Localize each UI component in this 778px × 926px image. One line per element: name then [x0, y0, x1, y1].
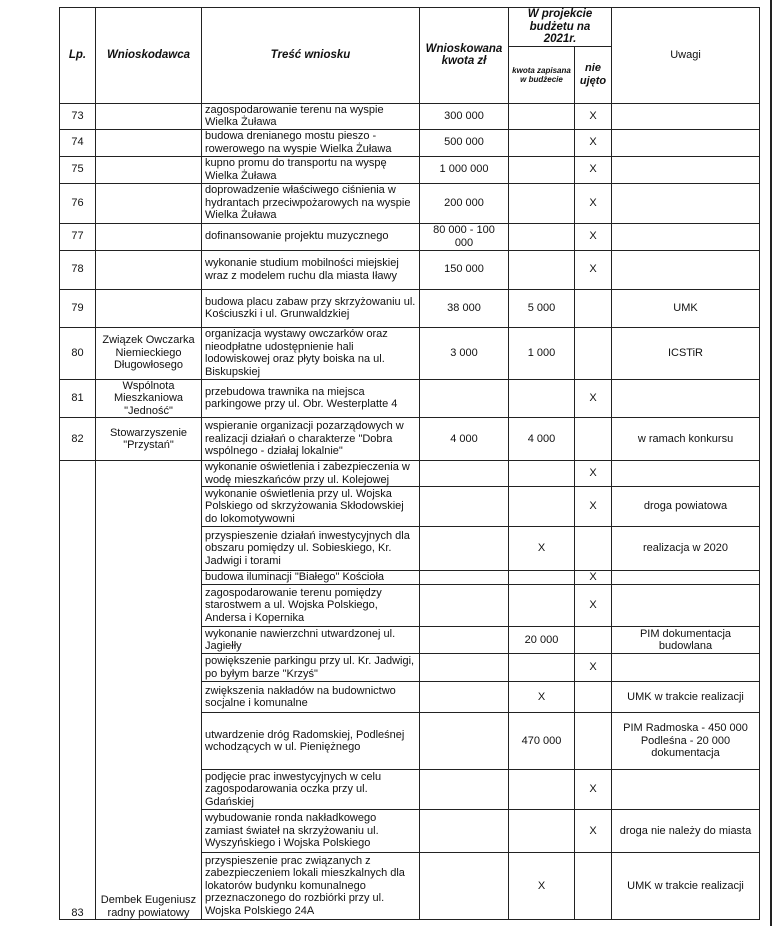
row-notes: [612, 103, 760, 129]
row-content: kupno promu do transportu na wyspę Wielka Żuława: [202, 156, 420, 183]
row-applicant: [96, 156, 202, 183]
row-not-included: X: [575, 585, 612, 627]
row-amount: 150 000: [420, 250, 509, 289]
row-in-budget: [509, 183, 575, 223]
row-content: zagospodarowanie terenu pomiędzy starostwem a ul. Wojska Polskiego, Andersa i Kopernika: [202, 585, 420, 627]
row-in-budget: 470 000: [509, 713, 575, 770]
row-applicant: [96, 103, 202, 129]
row-amount: 1 000 000: [420, 156, 509, 183]
row-lp: 80: [60, 327, 96, 379]
row-not-included: X: [575, 487, 612, 527]
row-notes: droga nie należy do miasta: [612, 810, 760, 853]
row-lp: 74: [60, 129, 96, 156]
row-lp: 77: [60, 223, 96, 250]
row-notes: w ramach konkursu: [612, 418, 760, 461]
row-notes: [612, 223, 760, 250]
row-not-included: X: [575, 183, 612, 223]
row-in-budget: X: [509, 682, 575, 713]
row-content: utwardzenie dróg Radomskiej, Podleśnej wchodzących w ul. Pieniężnego: [202, 713, 420, 770]
row-notes: UMK w trakcie realizacji: [612, 853, 760, 920]
row-applicant: [96, 223, 202, 250]
row-in-budget: [509, 103, 575, 129]
row-amount: [420, 654, 509, 682]
header-amount-included: kwota zapisana w budżecie: [509, 46, 575, 103]
table-row: [60, 223, 760, 250]
row-amount: 300 000: [420, 103, 509, 129]
row-notes: [612, 770, 760, 810]
row-notes: [612, 250, 760, 289]
row-notes: UMK: [612, 289, 760, 327]
row-applicant: Wspólnota Mieszkaniowa "Jedność": [96, 379, 202, 418]
row-content: wykonanie oświetlenia przy ul. Wojska Polskiego od skrzyżowania Skłodowskiej do lokomotywowni: [202, 487, 420, 527]
row-not-included: [575, 418, 612, 461]
row-content: zagospodarowanie terenu na wyspie Wielka Żuława: [202, 103, 420, 129]
table-row: [60, 289, 760, 327]
row-amount: [420, 379, 509, 418]
row-notes: droga powiatowa: [612, 487, 760, 527]
row-notes: realizacja w 2020: [612, 527, 760, 571]
row-notes: ICSTiR: [612, 327, 760, 379]
row-in-budget: X: [509, 527, 575, 571]
row-not-included: [575, 327, 612, 379]
row-amount: 80 000 - 100 000: [420, 223, 509, 250]
table-row: [60, 103, 760, 129]
row-applicant: [96, 129, 202, 156]
row-not-included: [575, 627, 612, 654]
row-notes: [612, 585, 760, 627]
row-amount: [420, 571, 509, 585]
row-amount: 500 000: [420, 129, 509, 156]
requests-table: [59, 7, 760, 920]
row-notes: [612, 461, 760, 487]
row-lp: 73: [60, 103, 96, 129]
row-amount: [420, 770, 509, 810]
row-not-included: X: [575, 770, 612, 810]
row-in-budget: [509, 571, 575, 585]
row-not-included: X: [575, 654, 612, 682]
row-content: doprowadzenie właściwego ciśnienia w hydrantach przeciwpożarowych na wyspie Wielka Żuława: [202, 183, 420, 223]
row-in-budget: [509, 461, 575, 487]
row-content: budowa placu zabaw przy skrzyżowaniu ul. Kościuszki i ul. Grunwaldzkiej: [202, 289, 420, 327]
header-lp: Lp.: [60, 8, 96, 104]
row-content: podjęcie prac inwestycyjnych w celu zagospodarowania oczka przy ul. Gdańskiej: [202, 770, 420, 810]
page-edge-line: [770, 0, 772, 926]
row-lp: 78: [60, 250, 96, 289]
table-row: [60, 461, 760, 487]
row-not-included: X: [575, 379, 612, 418]
row-not-included: X: [575, 129, 612, 156]
row-not-included: X: [575, 571, 612, 585]
row-notes: PIM Radmoska - 450 000 Podleśna - 20 000 dokumentacja: [612, 713, 760, 770]
row-content: budowa drenianego mostu pieszo - rowerowego na wyspie Wielka Żuława: [202, 129, 420, 156]
row-amount: 38 000: [420, 289, 509, 327]
table-row: [60, 379, 760, 418]
table-row: [60, 156, 760, 183]
row-not-included: X: [575, 223, 612, 250]
row-content: wykonanie oświetlenia i zabezpieczenia w wodę mieszkańców przy ul. Kolejowej: [202, 461, 420, 487]
row-in-budget: [509, 250, 575, 289]
row-content: zwiększenia nakładów na budownictwo socjalne i komunalne: [202, 682, 420, 713]
header-amount: Wnioskowana kwota zł: [420, 8, 509, 104]
row-applicant: [96, 250, 202, 289]
row-notes: [612, 654, 760, 682]
row-content: przyspieszenie prac związanych z zabezpieczeniem lokali mieszkalnych dla lokatorów budynku komunalnego przeznaczonego do rozbiórki przy ul. Wojska Polskiego 24A: [202, 853, 420, 920]
row-in-budget: [509, 156, 575, 183]
row-in-budget: [509, 770, 575, 810]
row-applicant: Stowarzyszenie "Przystań": [96, 418, 202, 461]
row-not-included: [575, 853, 612, 920]
row-not-included: [575, 289, 612, 327]
row-content: dofinansowanie projektu muzycznego: [202, 223, 420, 250]
row-lp: 83: [60, 461, 96, 920]
row-in-budget: [509, 379, 575, 418]
table-row: [60, 418, 760, 461]
row-content: przyspieszenie działań inwestycyjnych dla obszaru pomiędzy ul. Sobieskiego, Kr. Jadwigi i torami: [202, 527, 420, 571]
header-applicant: Wnioskodawca: [96, 8, 202, 104]
row-in-budget: 20 000: [509, 627, 575, 654]
row-in-budget: 4 000: [509, 418, 575, 461]
row-in-budget: [509, 129, 575, 156]
row-notes: [612, 183, 760, 223]
row-notes: UMK w trakcie realizacji: [612, 682, 760, 713]
header-notes: Uwagi: [612, 8, 760, 104]
row-amount: [420, 487, 509, 527]
table-row: [60, 250, 760, 289]
row-in-budget: [509, 810, 575, 853]
row-applicant: Związek Owczarka Niemieckiego Długowłosego: [96, 327, 202, 379]
row-not-included: X: [575, 250, 612, 289]
row-amount: [420, 682, 509, 713]
row-content: budowa iluminacji "Białego" Kościoła: [202, 571, 420, 585]
row-in-budget: [509, 487, 575, 527]
row-content: przebudowa trawnika na miejsca parkingowe przy ul. Obr. Westerplatte 4: [202, 379, 420, 418]
row-amount: 3 000: [420, 327, 509, 379]
row-notes: [612, 571, 760, 585]
row-not-included: X: [575, 156, 612, 183]
row-amount: [420, 713, 509, 770]
table-row: [60, 183, 760, 223]
row-lp: 82: [60, 418, 96, 461]
row-notes: [612, 379, 760, 418]
row-content: wykonanie nawierzchni utwardzonej ul. Jagiełły: [202, 627, 420, 654]
row-amount: 4 000: [420, 418, 509, 461]
header-content: Treść wniosku: [202, 8, 420, 104]
row-amount: [420, 810, 509, 853]
row-in-budget: [509, 654, 575, 682]
row-applicant: Dembek Eugeniusz radny powiatowy: [96, 461, 202, 920]
row-lp: 75: [60, 156, 96, 183]
row-amount: [420, 585, 509, 627]
row-not-included: X: [575, 103, 612, 129]
row-not-included: [575, 682, 612, 713]
row-applicant: [96, 183, 202, 223]
row-notes: [612, 129, 760, 156]
row-applicant: [96, 289, 202, 327]
row-in-budget: [509, 585, 575, 627]
row-in-budget: 1 000: [509, 327, 575, 379]
row-not-included: X: [575, 810, 612, 853]
row-not-included: X: [575, 461, 612, 487]
row-amount: [420, 461, 509, 487]
row-content: organizacja wystawy owczarków oraz nieodpłatne udostępnienie hali lodowiskowej oraz płyty boiska na ul. Biskupskiej: [202, 327, 420, 379]
table-row: [60, 327, 760, 379]
row-amount: 200 000: [420, 183, 509, 223]
header-not-included: nie ujęto: [575, 46, 612, 103]
row-content: wspieranie organizacji pozarządowych w realizacji działań o charakterze "Dobra wspólnego - działaj lokalnie": [202, 418, 420, 461]
row-content: wybudowanie ronda nakładkowego zamiast świateł na skrzyżowaniu ul. Wyszyńskiego i Wojska Polskiego: [202, 810, 420, 853]
row-not-included: [575, 713, 612, 770]
row-in-budget: X: [509, 853, 575, 920]
row-notes: PIM dokumentacja budowlana: [612, 627, 760, 654]
row-in-budget: [509, 223, 575, 250]
row-lp: 76: [60, 183, 96, 223]
row-notes: [612, 156, 760, 183]
header-project-group: W projekcie budżetu na 2021r.: [509, 8, 612, 47]
row-lp: 79: [60, 289, 96, 327]
row-lp: 81: [60, 379, 96, 418]
row-not-included: [575, 527, 612, 571]
table-row: [60, 129, 760, 156]
row-content: powiększenie parkingu przy ul. Kr. Jadwigi, po byłym barze "Krzyś": [202, 654, 420, 682]
row-in-budget: 5 000: [509, 289, 575, 327]
row-amount: [420, 527, 509, 571]
row-amount: [420, 627, 509, 654]
row-amount: [420, 853, 509, 920]
row-content: wykonanie studium mobilności miejskiej wraz z modelem ruchu dla miasta Iławy: [202, 250, 420, 289]
